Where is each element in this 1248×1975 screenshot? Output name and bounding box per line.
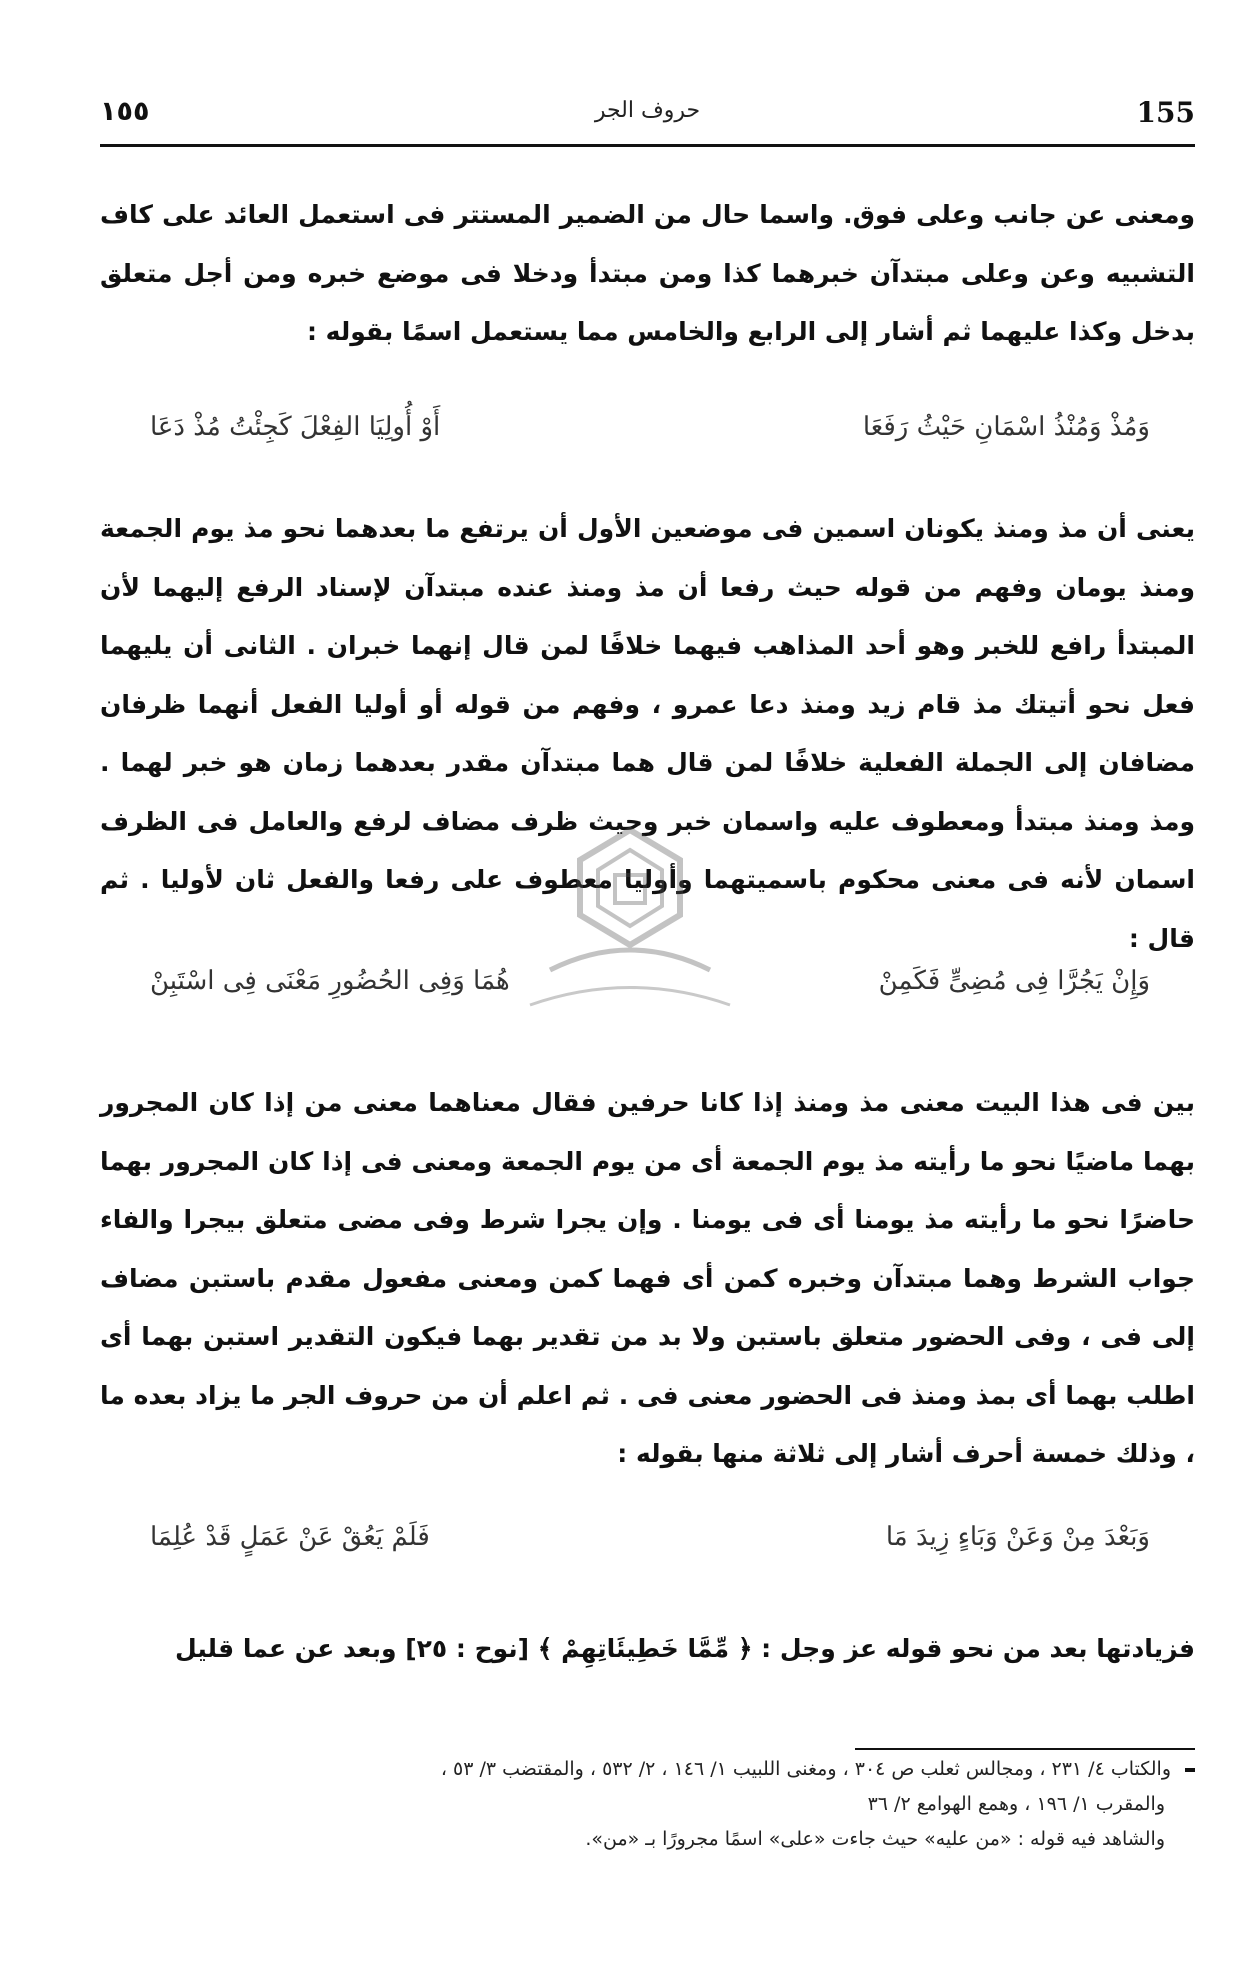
page-header [100,96,1195,144]
paragraph-3: بين فى هذا البيت معنى مذ ومنذ إذا كانا حرفين فقال معناهما معنى من إذا كان المجرور بهما ماضيًا نحو ما رأيته مذ يوم الجمعة أى من يوم الجمعة ومعنى فى إذا كان المجرور بهما حاضرًا نحو ما رأيته مذ يومنا أى فى يومنا . وإن يجرا شرط وفى مضى متعلق بيجرا والفاء جواب الشرط وهما مبتدآن وخبره كمن أى فهما كمن ومعنى مفعول مقدم باستبن مضاف إلى فى ، وفى الحضور متعلق باستبن ولا بد من تقدير بهما فيكون التقدير استبن بهما أى اطلب بهما أى بمذ ومنذ فى الحضور معنى فى . ثم اعلم أن من حروف الجر ما يزاد بعده ما ، وذلك خمسة أحرف أشار إلى ثلاثة منها بقوله : [100,1088,1195,1468]
verse-2 [150,966,1150,1016]
footnote-rule [855,1748,1195,1750]
footnote-text-1: والكتاب ٤/ ٢٣١ ، ومجالس ثعلب ص ٣٠٤ ، ومغنى اللبيب ١/ ١٤٦ ، ٢/ ٥٣٢ ، والمقتضب ٣/ ٥٣ ، [440,1758,1171,1780]
verse-2-first-hemistich: وَإِنْ يَجُرَّا فِى مُضِىٍّ فَكَمِنْ [878,966,1150,996]
verse-3-first-hemistich: وَبَعْدَ مِنْ وَعَنْ وَبَاءٍ زِيدَ مَا [885,1522,1150,1552]
page-number-arabic: ١٥٥ [100,96,150,127]
footnote-line: والمقرب ١/ ١٩٦ ، وهمع الهوامع ٢/ ٣٦ [867,1793,1165,1815]
footnotes [100,1752,1195,1857]
verse-1-first-hemistich: وَمُذْ وَمُنْذُ اسْمَانِ حَيْثُ رَفَعَا [862,412,1150,442]
paragraph-2: يعنى أن مذ ومنذ يكونان اسمين فى موضعين الأول أن يرتفع ما بعدهما نحو مذ يوم الجمعة ومنذ يومان وفهم من قوله حيث رفعا أن مذ ومنذ عنده مبتدآن لإسناد الرفع إليهما لأن المبتدأ رافع للخبر وهو أحد المذاهب فيهما خلافًا لمن قال إنهما خبران . الثانى أن يليهما فعل نحو أتيتك مذ قام زيد ومنذ دعا عمرو ، وفهم من قوله أو أوليا الفعل أنهما ظرفان مضافان إلى الجملة الفعلية خلافًا لمن قال هما مبتدآن مقدر بعدهما زمان هو خبر لهما . ومذ ومنذ مبتدأ ومعطوف عليه واسمان خبر وحيث ظرف مضاف لرفع والعامل فى الظرف اسمان لأنه فى معنى محكوم باسميتهما وأوليا معطوف على رفعا والفعل ثان لأوليا . ثم قال : [100,514,1195,953]
footnote-line: والشاهد فيه قوله : «من عليه» حيث جاءت «على» اسمًا مجرورًا بـ «من». [585,1828,1165,1850]
institute-seal-icon [480,820,780,1060]
running-title: حروف الجر [594,98,701,123]
verse-1 [150,412,1150,462]
footnote-marker [1185,1768,1195,1772]
verse-3 [150,1522,1150,1572]
verse-1-second-hemistich: أَوْ أُولِيَا الفِعْلَ كَجِئْتُ مُذْ دَعَا [150,412,441,442]
verse-2-second-hemistich: هُمَا وَفِى الحُضُورِ مَعْنَى فِى اسْتَبِنْ [150,966,510,996]
paragraph-4: فزيادتها بعد من نحو قوله عز وجل : ﴿ مِّمَّا خَطِيئَاتِهِمْ ﴾ [نوح : ٢٥] وبعد عن عما قليل [175,1634,1195,1663]
footnote-line [100,1752,1195,1787]
page-number-latin: 155 [1136,96,1195,129]
header-rule [100,144,1195,147]
verse-3-second-hemistich: فَلَمْ يَعُقْ عَنْ عَمَلٍ قَدْ عُلِمَا [150,1522,430,1552]
paragraph-1: ومعنى عن جانب وعلى فوق. واسما حال من الضمير المستتر فى استعمل العائد على كاف التشبيه وعن وعلى مبتدآن خبرهما كذا ومن مبتدأ ودخلا فى موضع خبره ومن أجل متعلق بدخل وكذا عليهما ثم أشار إلى الرابع والخامس مما يستعمل اسمًا بقوله : [100,200,1195,346]
